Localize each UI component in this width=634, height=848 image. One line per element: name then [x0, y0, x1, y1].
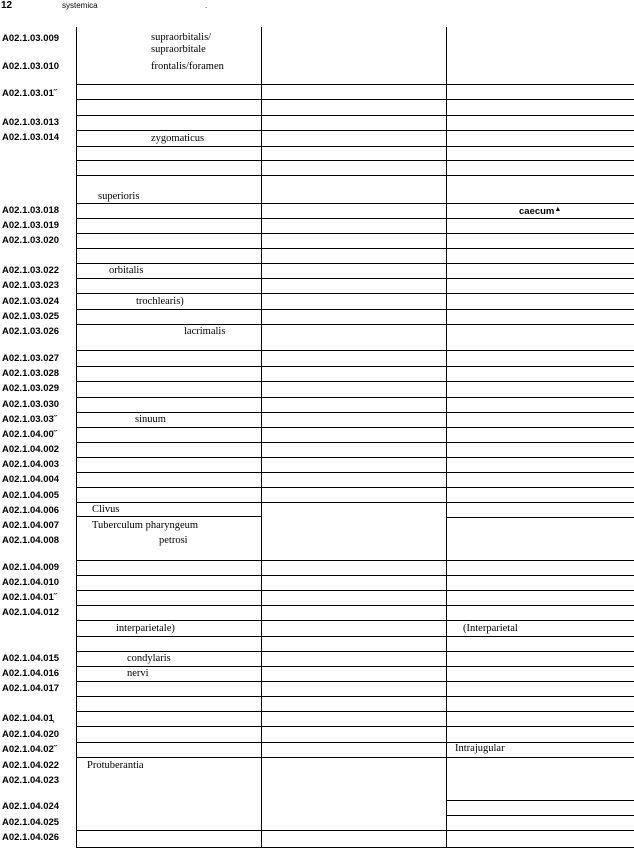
term-interparietale: interparietale) — [116, 623, 175, 634]
term-condylaris: condylaris — [127, 653, 171, 664]
row-rule — [76, 203, 634, 204]
entry-code: A02.1.04.022 — [2, 760, 60, 771]
entry-code: A02.1.04.01˝ — [2, 592, 57, 603]
row-rule — [76, 487, 634, 488]
cell-rule — [447, 800, 634, 801]
term-superioris: superioris — [98, 191, 140, 202]
row-rule — [76, 381, 634, 382]
entry-code: A02.1.03.03˝ — [2, 414, 57, 425]
entry-code: A02.1.04.008 — [2, 535, 60, 546]
entry-code: A02.1.04.003 — [2, 459, 60, 470]
entry-code: A02.1.04.024 — [2, 801, 60, 812]
entry-code: A02.1.03.013 — [2, 117, 60, 128]
term-tuberculum: Tuberculum pharyngeum — [92, 520, 199, 531]
entry-code: A02.1.03.010 — [2, 61, 60, 72]
row-rule — [76, 590, 634, 591]
term-zygomaticus: zygomaticus — [151, 133, 205, 144]
column-rule-2 — [261, 27, 262, 848]
row-rule — [76, 412, 634, 413]
entry-code: A02.1.04.004 — [2, 474, 60, 485]
entry-code: A02.1.03.023 — [2, 280, 60, 291]
term-orbitalis: orbitalis — [109, 265, 144, 276]
entry-code: A02.1.03.026 — [2, 326, 60, 337]
entry-code: A02.1.03.009 — [2, 33, 60, 44]
row-rule — [76, 472, 634, 473]
entry-code: A02.1.03.027 — [2, 353, 60, 364]
entry-code: A02.1.04.00˝ — [2, 429, 57, 440]
entry-code: A02.1.03.025 — [2, 311, 60, 322]
row-rule — [76, 160, 634, 161]
entry-code: A02.1.04.015 — [2, 653, 60, 664]
row-rule — [76, 427, 634, 428]
header-mark: . — [205, 1, 208, 10]
entry-code: A02.1.04.009 — [2, 562, 60, 573]
row-rule — [76, 366, 634, 367]
cell-rule — [447, 517, 634, 518]
term-protuberantia: Protuberantia — [87, 760, 144, 771]
entry-code: A02.1.04.016 — [2, 668, 60, 679]
entry-code: A02.1.04.023 — [2, 775, 60, 786]
row-rule — [76, 636, 634, 637]
column-rule-3 — [446, 27, 447, 848]
entry-code: A02.1.04.026 — [2, 832, 60, 843]
row-rule — [76, 99, 634, 100]
term-supraorbitale: supraorbitale — [151, 44, 206, 55]
term-sinuum: sinuum — [135, 414, 166, 425]
entry-code: A02.1.04.025 — [2, 817, 60, 828]
row-rule — [76, 309, 634, 310]
cell-rule — [447, 815, 634, 816]
row-rule — [76, 324, 634, 325]
column-rule-1 — [76, 27, 77, 848]
term-intrajugular: Intrajugular — [455, 743, 505, 754]
row-rule — [76, 605, 634, 606]
row-rule — [76, 681, 634, 682]
entry-code: A02.1.04.006 — [2, 505, 60, 516]
row-rule — [76, 397, 634, 398]
entry-code: A02.1.04.01̹ — [2, 713, 54, 724]
triangle-icon: ▲ — [554, 206, 562, 213]
entry-code: A02.1.04.005 — [2, 490, 60, 501]
row-rule — [76, 263, 634, 264]
entry-code: A02.1.04.017 — [2, 683, 60, 694]
row-rule — [76, 130, 634, 131]
entry-code: A02.1.03.01˝ — [2, 88, 57, 99]
row-rule — [76, 830, 634, 831]
term-nervi: nervi — [127, 668, 149, 679]
entry-code: A02.1.04.010 — [2, 577, 60, 588]
cell-rule — [77, 516, 261, 517]
entry-code: A02.1.04.020 — [2, 729, 60, 740]
entry-code: A02.1.04.002 — [2, 444, 60, 455]
row-rule — [76, 293, 634, 294]
row-rule — [76, 711, 634, 712]
entry-code: A02.1.04.02˝ — [2, 744, 57, 755]
row-rule — [76, 696, 634, 697]
row-rule — [76, 248, 634, 249]
entry-code: A02.1.03.030 — [2, 399, 60, 410]
row-rule — [76, 742, 634, 743]
entry-code: A02.1.03.022 — [2, 265, 60, 276]
row-rule — [76, 278, 634, 279]
row-rule — [76, 457, 634, 458]
row-rule — [76, 620, 634, 621]
term-clivus: Clivus — [92, 504, 120, 515]
row-rule — [76, 666, 634, 667]
entry-code: A02.1.04.007 — [2, 520, 60, 531]
entry-code: A02.1.03.014 — [2, 132, 60, 143]
page-number: 12 — [1, 0, 13, 11]
row-rule — [76, 560, 634, 561]
row-rule — [76, 651, 634, 652]
entry-code: A02.1.03.018 — [2, 205, 60, 216]
entry-code: A02.1.03.024 — [2, 296, 60, 307]
term-supraorbitalis: supraorbitalis/ — [151, 32, 212, 43]
row-rule — [76, 146, 634, 147]
row-rule — [76, 350, 634, 351]
row-rule — [76, 502, 634, 503]
row-rule — [76, 575, 634, 576]
term-trochlearis: trochlearis) — [136, 296, 184, 307]
term-caecum: caecum▲ — [519, 206, 562, 217]
entry-code: A02.1.03.019 — [2, 220, 60, 231]
term-lacrimalis: lacrimalis — [184, 326, 226, 337]
row-rule — [76, 218, 634, 219]
row-rule — [76, 84, 634, 85]
entry-code: A02.1.03.028 — [2, 368, 60, 379]
row-rule — [76, 726, 634, 727]
row-rule — [76, 757, 634, 758]
row-rule — [76, 115, 634, 116]
term-petrosi: petrosi — [159, 535, 188, 546]
running-title: systemica — [62, 1, 98, 10]
row-rule — [76, 175, 634, 176]
row-rule — [76, 233, 634, 234]
entry-code: A02.1.03.029 — [2, 383, 60, 394]
term-frontalis: frontalis/foramen — [151, 61, 224, 72]
entry-code: A02.1.04.012 — [2, 607, 60, 618]
row-rule — [76, 442, 634, 443]
term-interparietal: (Interparietal — [463, 623, 518, 634]
entry-code: A02.1.03.020 — [2, 235, 60, 246]
